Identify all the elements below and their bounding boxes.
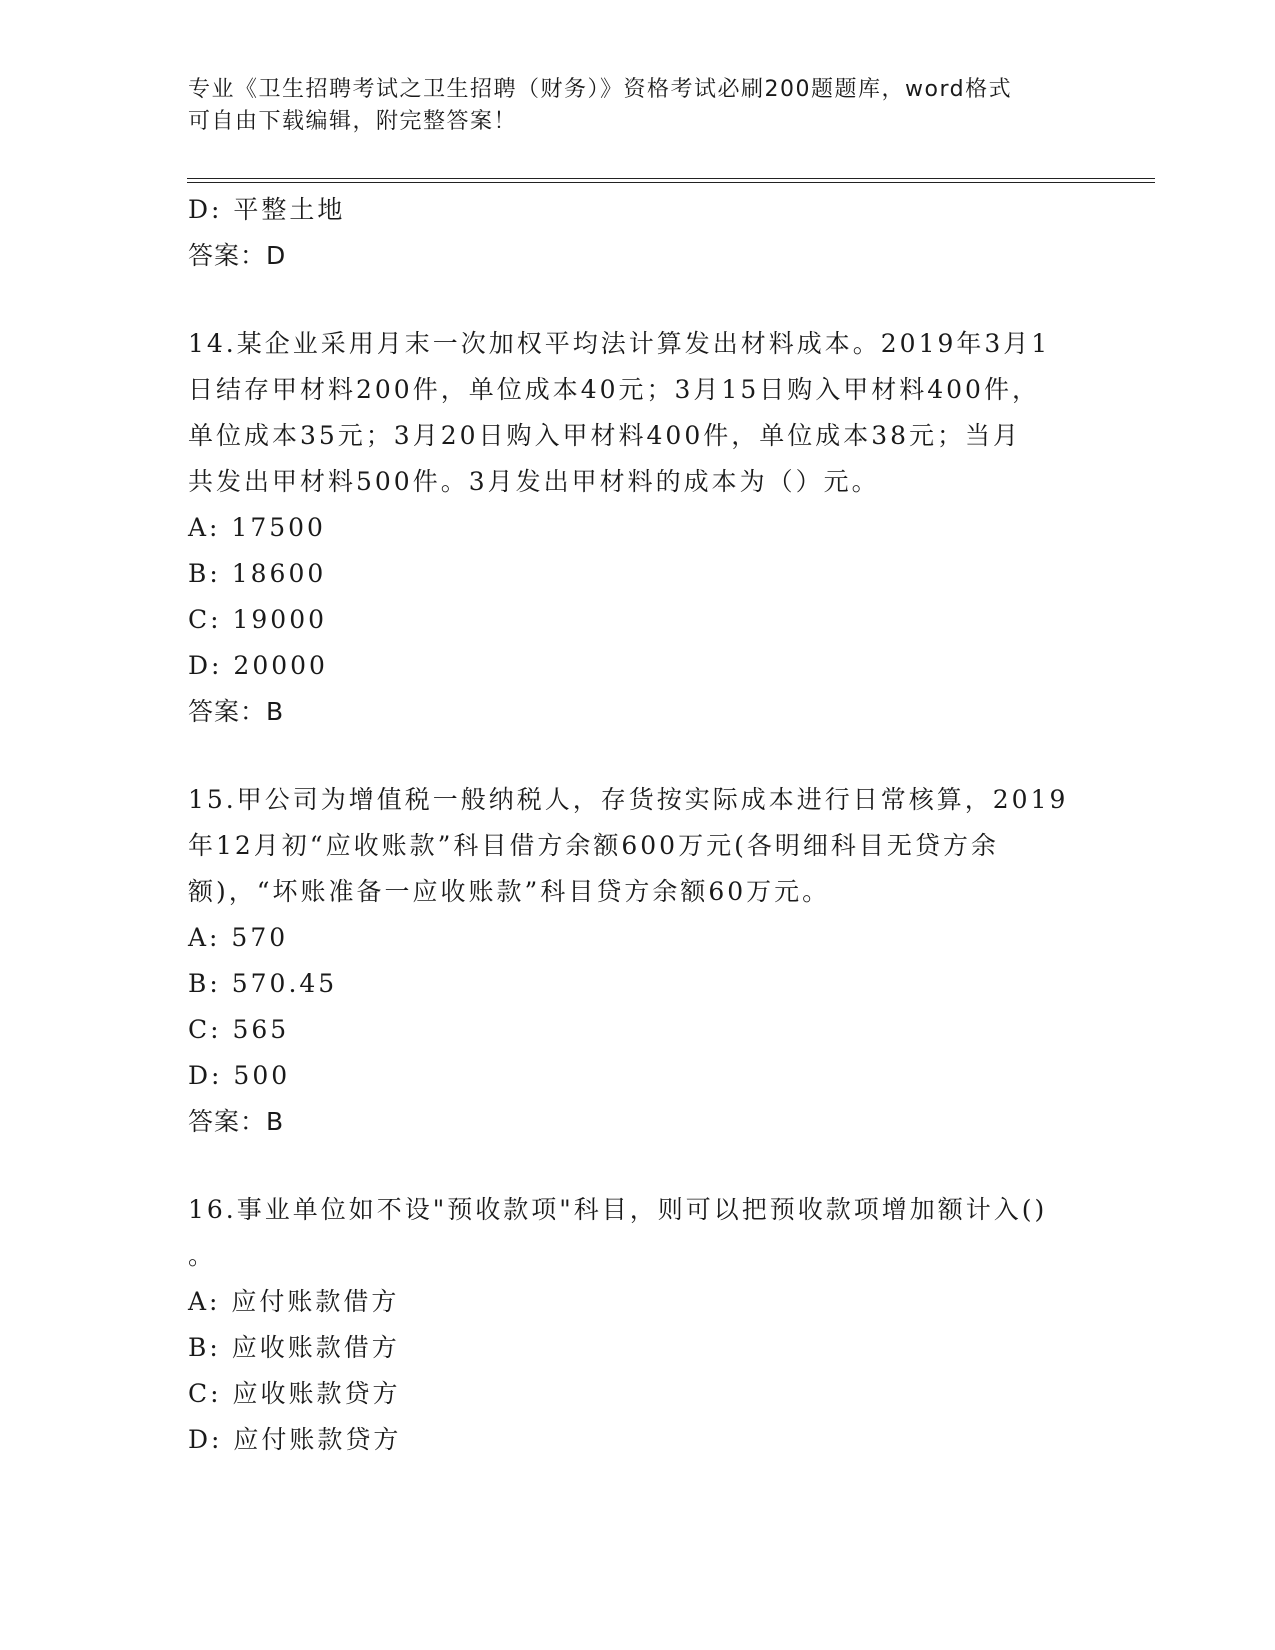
option-b: B: 应收账款借方 [188,1333,400,1362]
spacer [188,735,1088,777]
option-d: D: 500 [188,1061,291,1090]
page-header [188,74,1088,138]
question-text-line: 15.甲公司为增值税一般纳税人，存货按实际成本进行日常核算，2019 [188,785,1069,814]
answer: 答案：B [188,1107,285,1136]
question-text-line: 额)，“坏账准备一应收账款”科目贷方余额60万元。 [188,877,831,906]
question-14 [188,321,1088,735]
answer: 答案：D [188,241,287,270]
option-a: A: 570 [188,923,289,952]
option-d: D: 20000 [188,651,328,680]
option-c: C: 应收账款贷方 [188,1379,401,1408]
question-text-line: 单位成本35元；3月20日购入甲材料400件，单位成本38元；当月 [188,421,1022,450]
option-a: A: 应付账款借方 [188,1287,400,1316]
question-content [188,187,1088,1463]
question-16 [188,1187,1088,1463]
option-c: C: 19000 [188,605,328,634]
question-text-line: 共发出甲材料500件。3月发出甲材料的成本为（）元。 [188,467,880,496]
option-d: D: 应付账款贷方 [188,1425,402,1454]
answer: 答案：B [188,697,285,726]
question-text-line: 日结存甲材料200件，单位成本40元；3月15日购入甲材料400件， [188,375,1040,404]
header-title-line-2: 可自由下载编辑，附完整答案！ [188,109,518,134]
option-b: B: 18600 [188,559,327,588]
spacer [188,279,1088,321]
question-text-line: 年12月初“应收账款”科目借方余额600万元(各明细科目无贷方余 [188,831,999,860]
option-c: C: 565 [188,1015,290,1044]
question-15 [188,777,1088,1145]
spacer [188,1145,1088,1187]
question-text-line: 。 [188,1241,217,1270]
question-text-line: 16.事业单位如不设"预收款项"科目，则可以把预收款项增加额计入() [188,1195,1048,1224]
option-a: A: 17500 [188,513,326,542]
question-text-line: 14.某企业采用月末一次加权平均法计算发出材料成本。2019年3月1 [188,329,1051,358]
option-b: B: 570.45 [188,969,338,998]
option-d: D: 平整土地 [188,195,346,224]
header-title-line-1: 专业《卫生招聘考试之卫生招聘（财务）》资格考试必刷200题题库，word格式 [188,77,1013,102]
header-double-rule [187,178,1155,183]
previous-question-tail [188,187,1088,279]
